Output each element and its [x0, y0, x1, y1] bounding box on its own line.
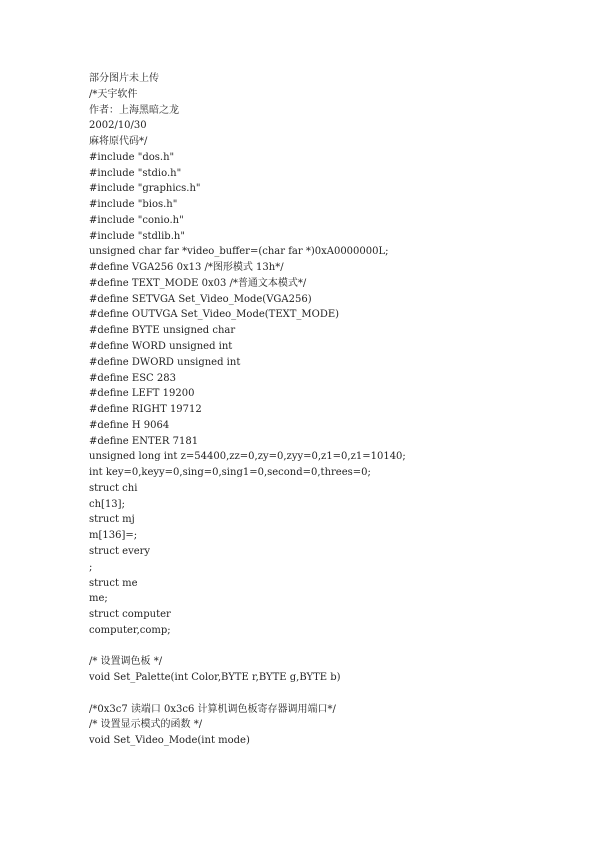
code-line: 部分图片未上传: [89, 73, 159, 84]
code-line: #define LEFT 19200: [89, 388, 195, 400]
code-line: #include "stdlib.h": [89, 230, 185, 242]
code-line: unsigned long int z=54400,zz=0,zy=0,zyy=0,z1=0,z1=10140;: [89, 451, 406, 463]
code-line: struct chi: [89, 482, 138, 494]
code-line: #define SETVGA Set_Video_Mode(VGA256): [89, 293, 312, 305]
code-line: #define H 9064: [89, 419, 170, 431]
code-line: #include "bios.h": [89, 199, 178, 211]
code-line: me;: [89, 593, 108, 605]
code-line: #define OUTVGA Set_Video_Mode(TEXT_MODE): [89, 309, 340, 321]
code-line: ch[13];: [89, 498, 125, 510]
code-line: unsigned char far *video_buffer=(char far *)0xA0000000L;: [89, 246, 389, 258]
code-line: #include "conio.h": [89, 214, 184, 226]
code-line: #include "stdio.h": [89, 167, 182, 179]
code-line: #include "dos.h": [89, 151, 175, 163]
code-line: #define DWORD unsigned int: [89, 356, 241, 368]
code-listing: [89, 71, 589, 749]
code-line: #define TEXT_MODE 0x03 /*普通文本模式*/: [89, 277, 307, 289]
code-line: int key=0,keyy=0,sing=0,sing1=0,second=0,threes=0;: [89, 467, 371, 479]
code-line: struct computer: [89, 609, 171, 621]
code-line: 麻将原代码*/: [89, 136, 148, 148]
code-line: /*天宇软件: [89, 88, 138, 100]
code-line: [89, 686, 589, 702]
code-line: #include "graphics.h": [89, 183, 201, 195]
code-line: void Set_Video_Mode(int mode): [89, 735, 250, 747]
code-line: 2002/10/30: [89, 120, 147, 132]
code-line: #define ENTER 7181: [89, 435, 199, 447]
code-line: struct me: [89, 577, 138, 589]
code-line: 作者：上海黑暗之龙: [89, 104, 179, 116]
code-line: ;: [89, 561, 93, 573]
code-line: void Set_Palette(int Color,BYTE r,BYTE g,BYTE b): [89, 672, 341, 684]
code-line: m[136]=;: [89, 530, 138, 542]
code-line: #define VGA256 0x13 /*图形模式 13h*/: [89, 262, 284, 274]
code-line: struct mj: [89, 514, 135, 526]
code-line: struct every: [89, 545, 151, 557]
code-line: computer,comp;: [89, 624, 171, 636]
code-line: #define BYTE unsigned char: [89, 325, 236, 337]
code-line: /* 设置显示模式的函数 */: [89, 719, 203, 731]
code-line: #define ESC 283: [89, 372, 176, 384]
code-line: /*0x3c7 读端口 0x3c6 计算机调色板寄存器调用端口*/: [89, 703, 336, 715]
code-line: #define RIGHT 19712: [89, 404, 202, 416]
code-line: /* 设置调色板 */: [89, 656, 163, 668]
code-line: #define WORD unsigned int: [89, 341, 233, 353]
code-line: [89, 639, 589, 655]
